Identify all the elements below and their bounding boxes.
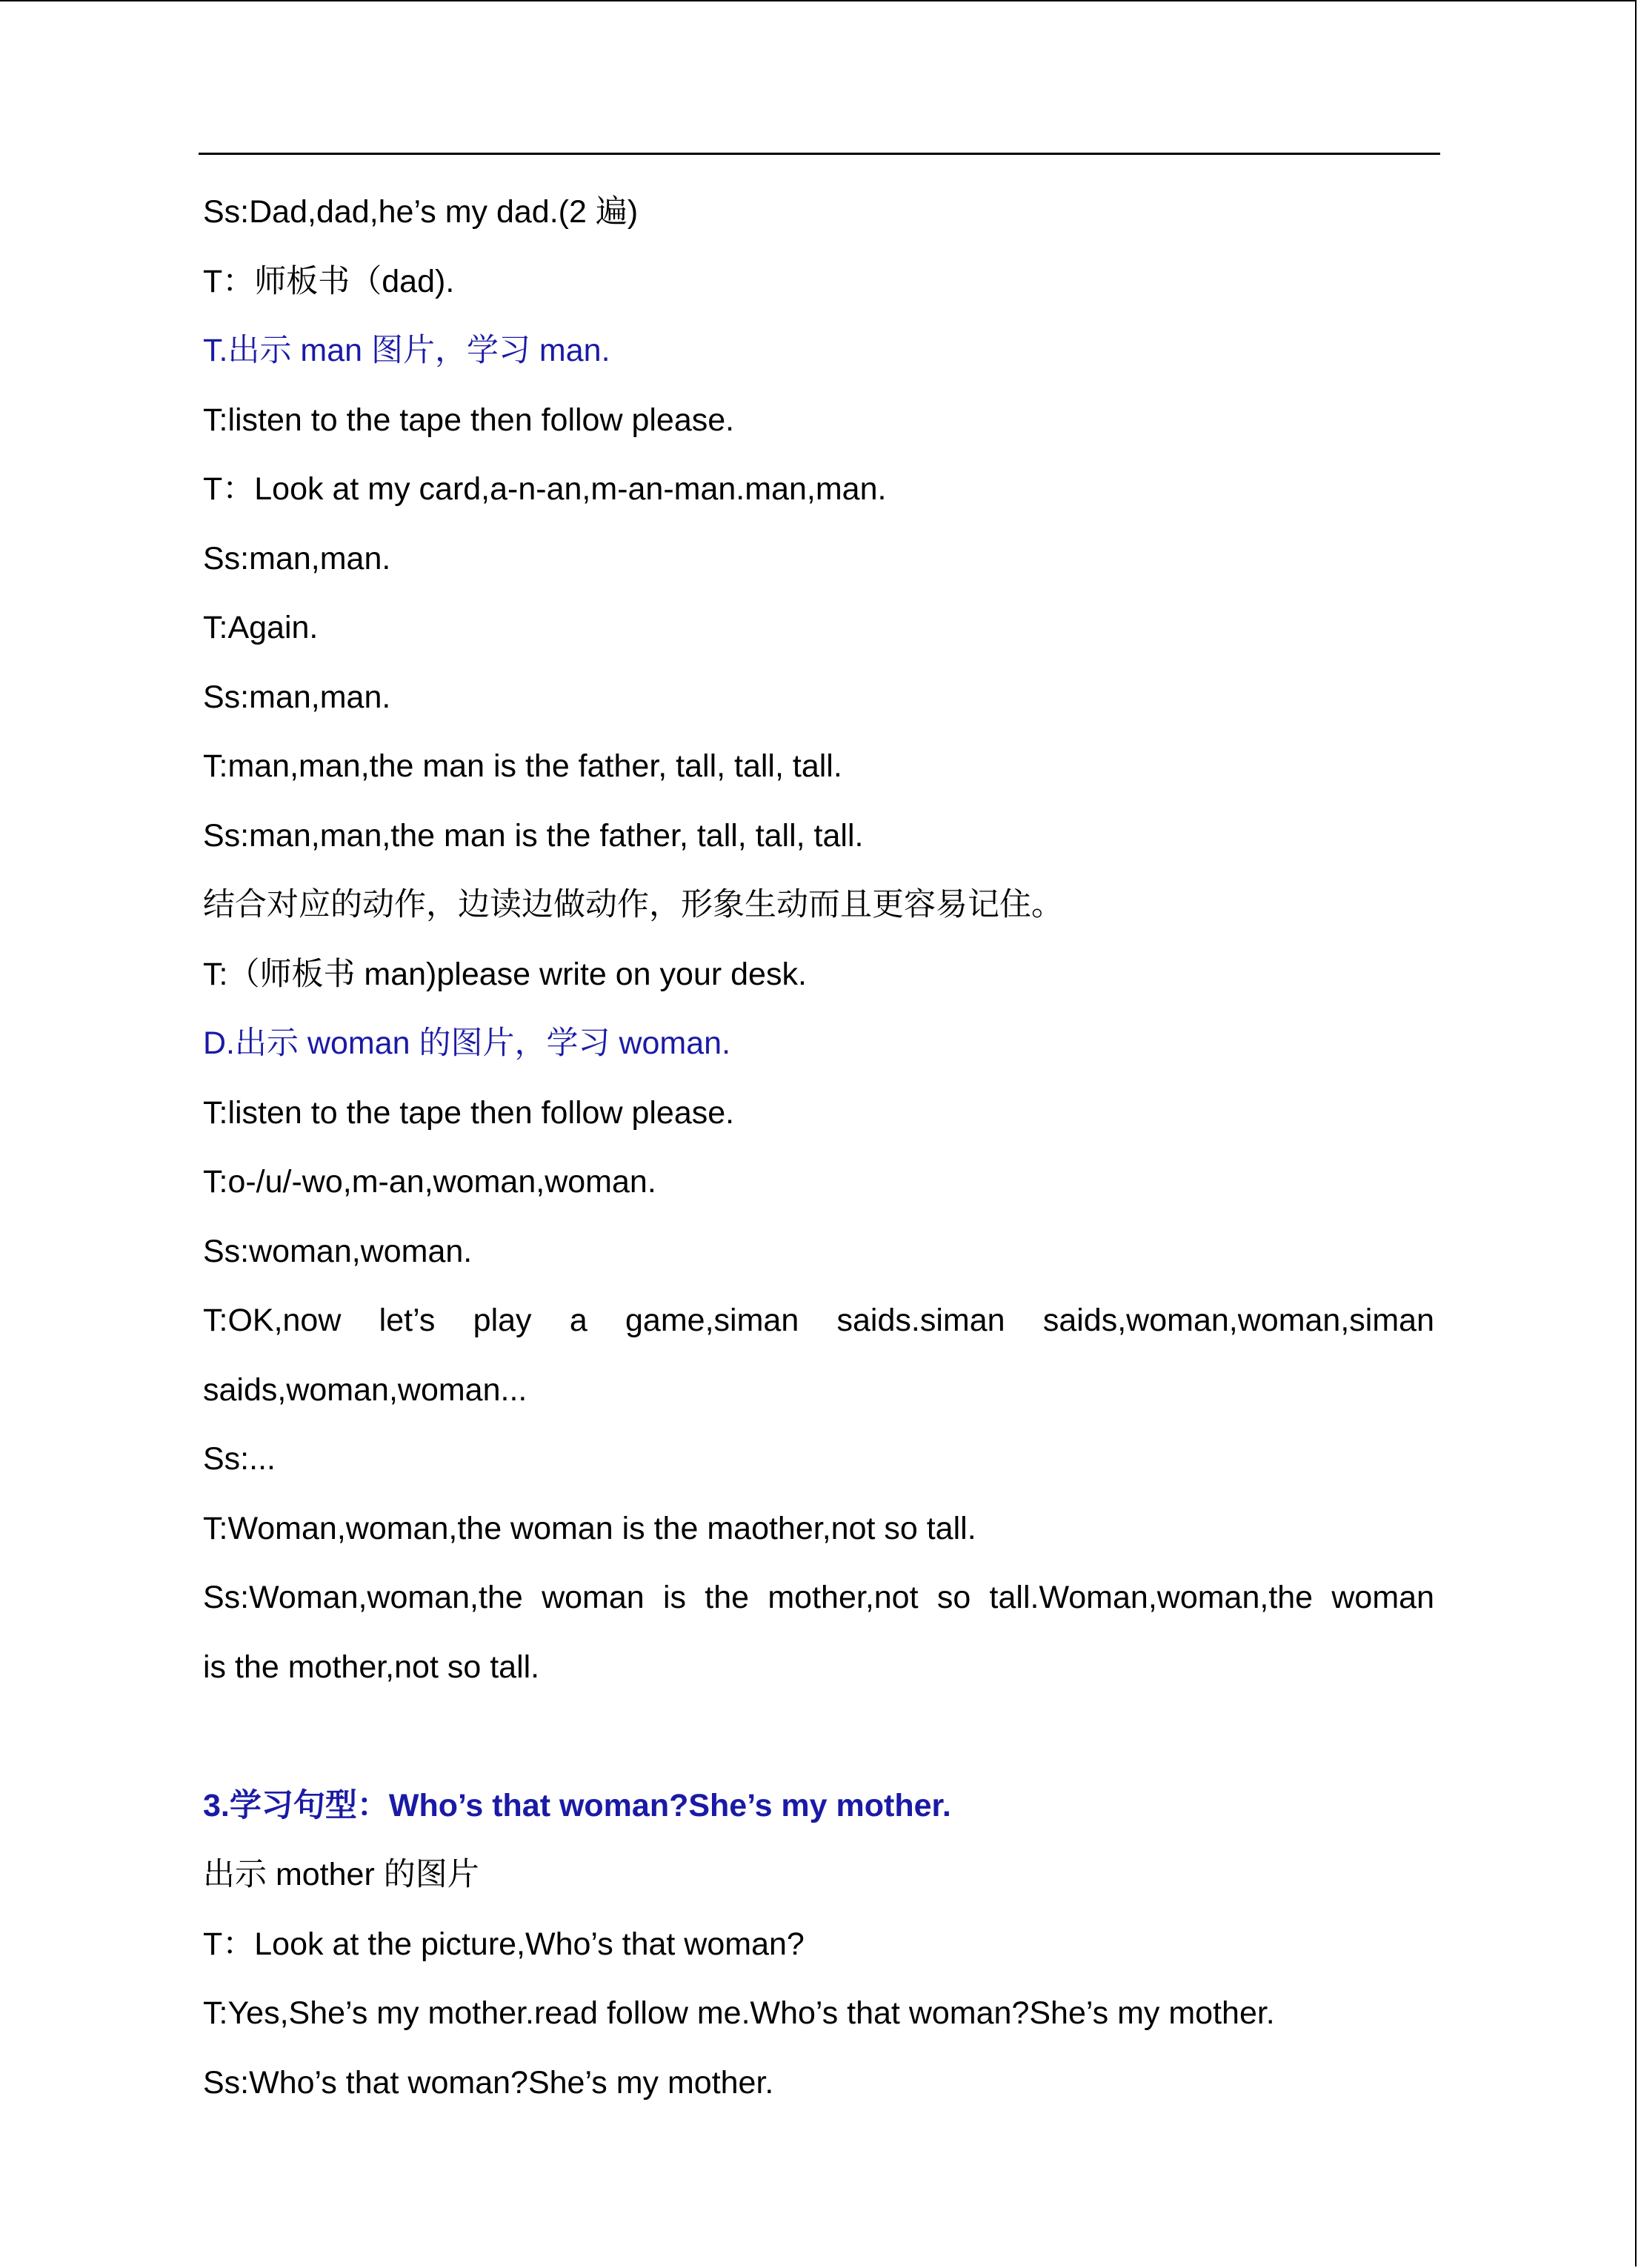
text-line: Ss:Dad,dad,he’s my dad.(2 遍) (203, 194, 639, 230)
text-line: T:Woman,woman,the woman is the maother,not so tall. (203, 1510, 976, 1546)
header-rule (199, 153, 1440, 155)
text-line: T:o-/u/-wo,m-an,woman,woman. (203, 1164, 656, 1200)
text-line: Ss:... (203, 1441, 276, 1477)
text-line: T:Yes,She’s my mother.read follow me.Who’s that woman?She’s my mother. (203, 1995, 1275, 2031)
text-line: Ss:man,man. (203, 679, 391, 715)
text-line: T：师板书（dad). (203, 263, 455, 299)
text-line: Ss:woman,woman. (203, 1233, 473, 1269)
text-line: T:man,man,the man is the father, tall, tall, tall. (203, 748, 842, 784)
text-line: 出示 mother 的图片 (203, 1857, 479, 1892)
blank-line (203, 1702, 1434, 1772)
text-line: T：Look at the picture,Who’s that woman? (203, 1926, 805, 1962)
text-line: 结合对应的动作，边读边做动作，形象生动而且更容易记住。 (203, 887, 1063, 922)
text-line: T：Look at my card,a-n-an,m-an-man.man,man. (203, 471, 887, 507)
document-body (203, 178, 1434, 2118)
text-line: T:Again. (203, 610, 319, 645)
section-heading: 3.学习句型：Who’s that woman?She’s my mother. (203, 1787, 951, 1823)
text-line: saids,woman,woman... (203, 1371, 527, 1408)
text-line: Ss:man,man. (203, 540, 391, 576)
text-line: is the mother,not so tall. (203, 1649, 540, 1685)
section-heading: D.出示 woman 的图片，学习 woman. (203, 1025, 731, 1061)
text-line: Ss:Woman,woman,the woman is the mother,not so tall.Woman,woman,the woman (203, 1580, 1434, 1615)
text-line: T:OK,now let’s play a game,siman saids.siman saids,woman,woman,siman (203, 1303, 1434, 1338)
text-line: Ss:man,man,the man is the father, tall, tall, tall. (203, 817, 864, 854)
text-line: T:listen to the tape then follow please. (203, 1094, 735, 1131)
section-heading: T.出示 man 图片，学习 man. (203, 333, 610, 368)
text-line: T:listen to the tape then follow please. (203, 402, 735, 438)
text-line: Ss:Who’s that woman?She’s my mother. (203, 2064, 774, 2101)
text-line: T:（师板书 man)please write on your desk. (203, 956, 807, 992)
